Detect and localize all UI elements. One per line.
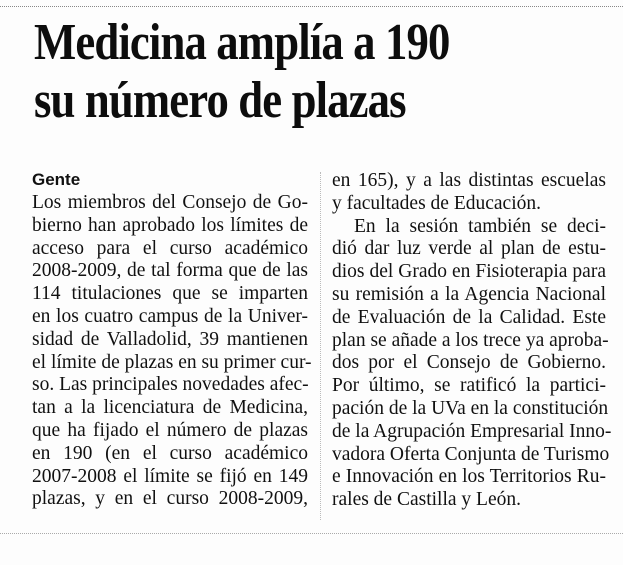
body-line: que ha fijado el número de plazas <box>32 419 308 441</box>
body-line: vadora Oferta Conjunta de Turismo <box>332 443 610 465</box>
article-column-left <box>32 192 312 511</box>
body-line: en 190 (en el curso académico <box>32 442 308 464</box>
body-line: 2007-2008 el límite se fijó en 149 <box>32 465 308 487</box>
body-line: 2008-2009, de tal forma que de las <box>32 260 308 282</box>
body-line: de la Agrupación Empresarial Inno- <box>332 420 612 442</box>
body-line: Por último, se ratificó la partici- <box>332 375 606 397</box>
body-line: rales de Castilla y León. <box>332 489 521 511</box>
body-line: plazas, y en el curso 2008-2009, <box>32 488 308 510</box>
body-line: so. Las principales novedades afec- <box>32 374 309 396</box>
top-divider <box>0 6 623 7</box>
body-line: en los cuatro campus de la Univer- <box>32 305 308 327</box>
headline-line-2: su número de plazas <box>34 72 406 129</box>
byline: Gente <box>32 170 81 189</box>
bottom-divider <box>0 533 623 534</box>
body-line: pación de la UVa en la constitución <box>332 397 609 419</box>
body-line: e Innovación en los Territorios Ru- <box>332 466 606 488</box>
body-line: 114 titulaciones que se imparten <box>32 283 308 305</box>
body-line: su remisión a la Agencia Nacional <box>332 283 606 305</box>
body-line: acceso para el curso académico <box>32 237 308 259</box>
body-line: de Evaluación de la Calidad. Este <box>332 306 606 328</box>
body-line: dió dar luz verde al plan de estu- <box>332 238 606 260</box>
body-line: sidad de Valladolid, 39 mantienen <box>32 328 308 350</box>
body-line: en 165), y a las distintas escuelas <box>332 170 606 191</box>
body-line: Los miembros del Consejo de Go- <box>32 192 308 213</box>
article-column-right <box>332 170 612 512</box>
headline <box>34 14 533 130</box>
body-line: dos por el Consejo de Gobierno. <box>332 352 606 374</box>
body-line: bierno han aprobado los límites de <box>32 214 308 236</box>
body-line: dios del Grado en Fisioterapia para <box>332 261 606 283</box>
body-line: plan se añade a los trece ya aproba- <box>332 329 609 351</box>
body-line: tan a la licenciatura de Medicina, <box>32 397 308 419</box>
paragraph-start-line: En la sesión también se deci- <box>354 215 606 237</box>
headline-line-1: Medicina amplía a 190 <box>34 14 450 71</box>
body-line: el límite de plazas en su primer cur- <box>32 351 312 373</box>
body-line: y facultades de Educación. <box>332 192 541 214</box>
column-divider <box>320 172 321 520</box>
